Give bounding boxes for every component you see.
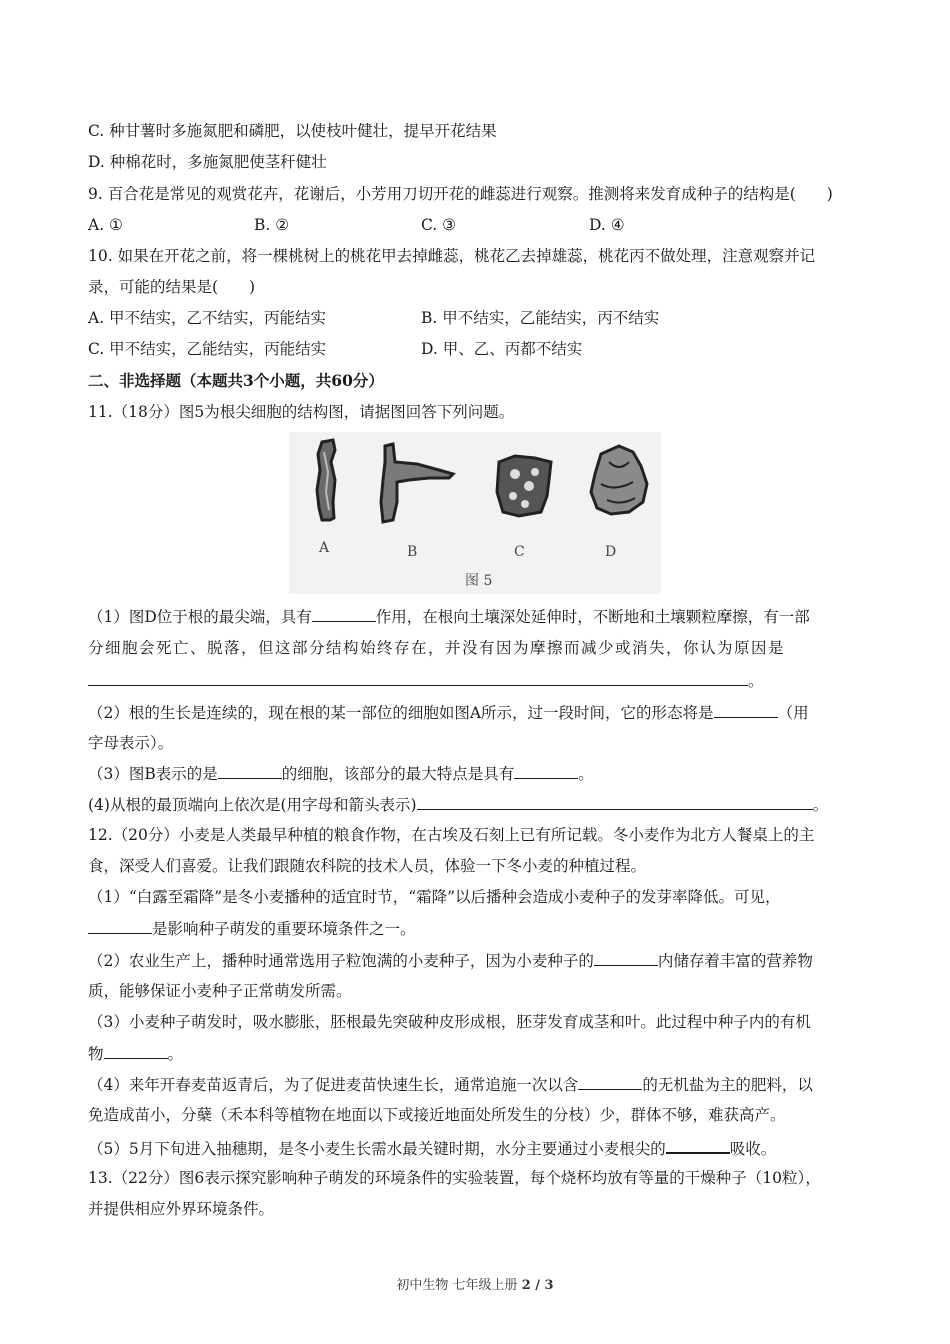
answer-blank-long[interactable] bbox=[417, 794, 813, 810]
q11-part1-line1: （1）图D位于根的最尖端，具有 作用，在根向土壤深处延伸时，不断地和土壤颗粒摩擦，有一部 bbox=[88, 608, 810, 626]
q12-part1-line1: （1）“白露至霜降”是冬小麦播种的适宜时节，“霜降”以后播种会造成小麦种子的发芽率降低。可见， bbox=[88, 888, 781, 906]
section-2-heading: 二、非选择题（本题共3个小题，共60分） bbox=[88, 371, 384, 390]
q13-stem-line2: 并提供相应外界环境条件。 bbox=[88, 1200, 275, 1218]
q12-part5: （5）5月下旬进入抽穗期，是冬小麦生长需水最关键时期，水分主要通过小麦根尖的 吸收。 bbox=[88, 1137, 776, 1159]
q9-stem: 9. 百合花是常见的观赏花卉，花谢后，小芳用刀切开花的雌蕊进行观察。推测将来发育成种子的结构是( ) bbox=[88, 185, 833, 203]
cell-d-drawing bbox=[591, 446, 647, 514]
q10-option-b: B. 甲不结实，乙能结实，丙不结实 bbox=[421, 309, 660, 327]
figure-caption: 图 5 bbox=[465, 573, 493, 589]
q10-stem-line1: 10. 如果在开花之前，将一棵桃树上的桃花甲去掉雌蕊，桃花乙去掉雄蕊，桃花丙不做处理，注意观察并记 bbox=[88, 247, 816, 265]
q12-stem-line2: 食，深受人们喜爱。让我们跟随农科院的技术人员，体验一下冬小麦的种植过程。 bbox=[88, 857, 647, 875]
q9-option-a: A. ① bbox=[88, 216, 123, 234]
q10-stem-line2: 录，可能的结果是( ) bbox=[88, 278, 256, 296]
figure-5-root-tip-cells bbox=[289, 432, 661, 594]
q12-part2-line2: 质，能够保证小麦种子正常萌发所需。 bbox=[88, 982, 352, 1000]
cell-a-drawing bbox=[317, 440, 335, 520]
answer-blank-long[interactable] bbox=[88, 670, 748, 686]
q11-part1-line3: 。 bbox=[88, 670, 764, 691]
q11-part2-line2: 字母表示）。 bbox=[88, 734, 174, 752]
answer-blank[interactable] bbox=[578, 1074, 642, 1090]
figure-label-c: C bbox=[514, 544, 525, 560]
answer-blank[interactable] bbox=[514, 763, 578, 779]
q11-part3: （3）图B表示的是 的细胞，该部分的最大特点是具有 。 bbox=[88, 765, 594, 783]
answer-blank[interactable] bbox=[594, 950, 658, 966]
answer-blank[interactable] bbox=[88, 918, 152, 934]
answer-blank[interactable] bbox=[714, 702, 778, 718]
q8-option-d: D. 种棉花时，多施氮肥使茎秆健壮 bbox=[88, 153, 327, 171]
q12-part1-line2: 是影响种子萌发的重要环境条件之一。 bbox=[88, 918, 416, 939]
q12-part4-line1: （4）来年开春麦苗返青后，为了促进麦苗快速生长，通常追施一次以含 的无机盐为主的肥料，以 bbox=[88, 1076, 813, 1094]
q12-part4-line2: 免造成苗小，分蘖（禾本科等植物在地面以下或接近地面处所发生的分枝）少，群体不够，难获高产。 bbox=[88, 1106, 786, 1124]
q10-option-d: D. 甲、乙、丙都不结实 bbox=[421, 340, 583, 358]
answer-blank[interactable] bbox=[104, 1043, 168, 1059]
q12-part2-line1: （2）农业生产上，播种时通常选用子粒饱满的小麦种子，因为小麦种子的 内储存着丰富的营养物 bbox=[88, 952, 813, 970]
answer-blank[interactable] bbox=[218, 763, 282, 779]
cell-b-drawing bbox=[381, 444, 453, 522]
q10-option-c: C. 甲不结实，乙能结实，丙能结实 bbox=[88, 340, 327, 358]
q12-part3-line2: 物 。 bbox=[88, 1045, 184, 1063]
page-number: 2 / 3 bbox=[521, 1278, 554, 1293]
q11-part1-line2: 分细胞会死亡、脱落，但这部分结构始终存在，并没有因为摩擦而减少或消失，你认为原因是 bbox=[88, 639, 786, 657]
answer-blank[interactable] bbox=[312, 606, 376, 622]
q11-part2-line1: （2）根的生长是连续的，现在根的某一部位的细胞如图A所示，过一段时间，它的形态将是 （用 bbox=[88, 704, 809, 722]
q9-option-b: B. ② bbox=[254, 216, 290, 234]
q11-part4: (4)从根的最顶端向上依次是(用字母和箭头表示) 。 bbox=[88, 796, 829, 814]
figure-label-d: D bbox=[605, 544, 617, 560]
figure-label-a: A bbox=[319, 540, 330, 556]
q12-part3-line1: （3）小麦种子萌发时，吸水膨胀，胚根最先突破种皮形成根，胚芽发育成茎和叶。此过程中种子内的有机 bbox=[88, 1013, 811, 1031]
q10-option-a: A. 甲不结实，乙不结实，丙能结实 bbox=[88, 309, 327, 327]
q12-stem-line1: 12.（20分）小麦是人类最早种植的粮食作物，在古埃及石刻上已有所记载。冬小麦作为北方人餐桌上的主 bbox=[88, 826, 815, 844]
q11-stem: 11.（18分）图5为根尖细胞的结构图，请据图回答下列问题。 bbox=[88, 403, 515, 421]
answer-blank[interactable] bbox=[666, 1137, 730, 1154]
q9-option-d: D. ④ bbox=[589, 216, 625, 234]
footer-subject: 初中生物 七年级上册 bbox=[396, 1278, 518, 1293]
q8-option-c: C. 种甘薯时多施氮肥和磷肥，以使枝叶健壮，提早开花结果 bbox=[88, 122, 497, 140]
q13-stem-line1: 13.（22分）图6表示探究影响种子萌发的环境条件的实验装置，每个烧杯均放有等量的干燥种子（10粒）， bbox=[88, 1169, 821, 1187]
figure-label-b: B bbox=[407, 544, 418, 560]
q9-option-c: C. ③ bbox=[421, 216, 457, 234]
page-footer bbox=[0, 1274, 950, 1293]
